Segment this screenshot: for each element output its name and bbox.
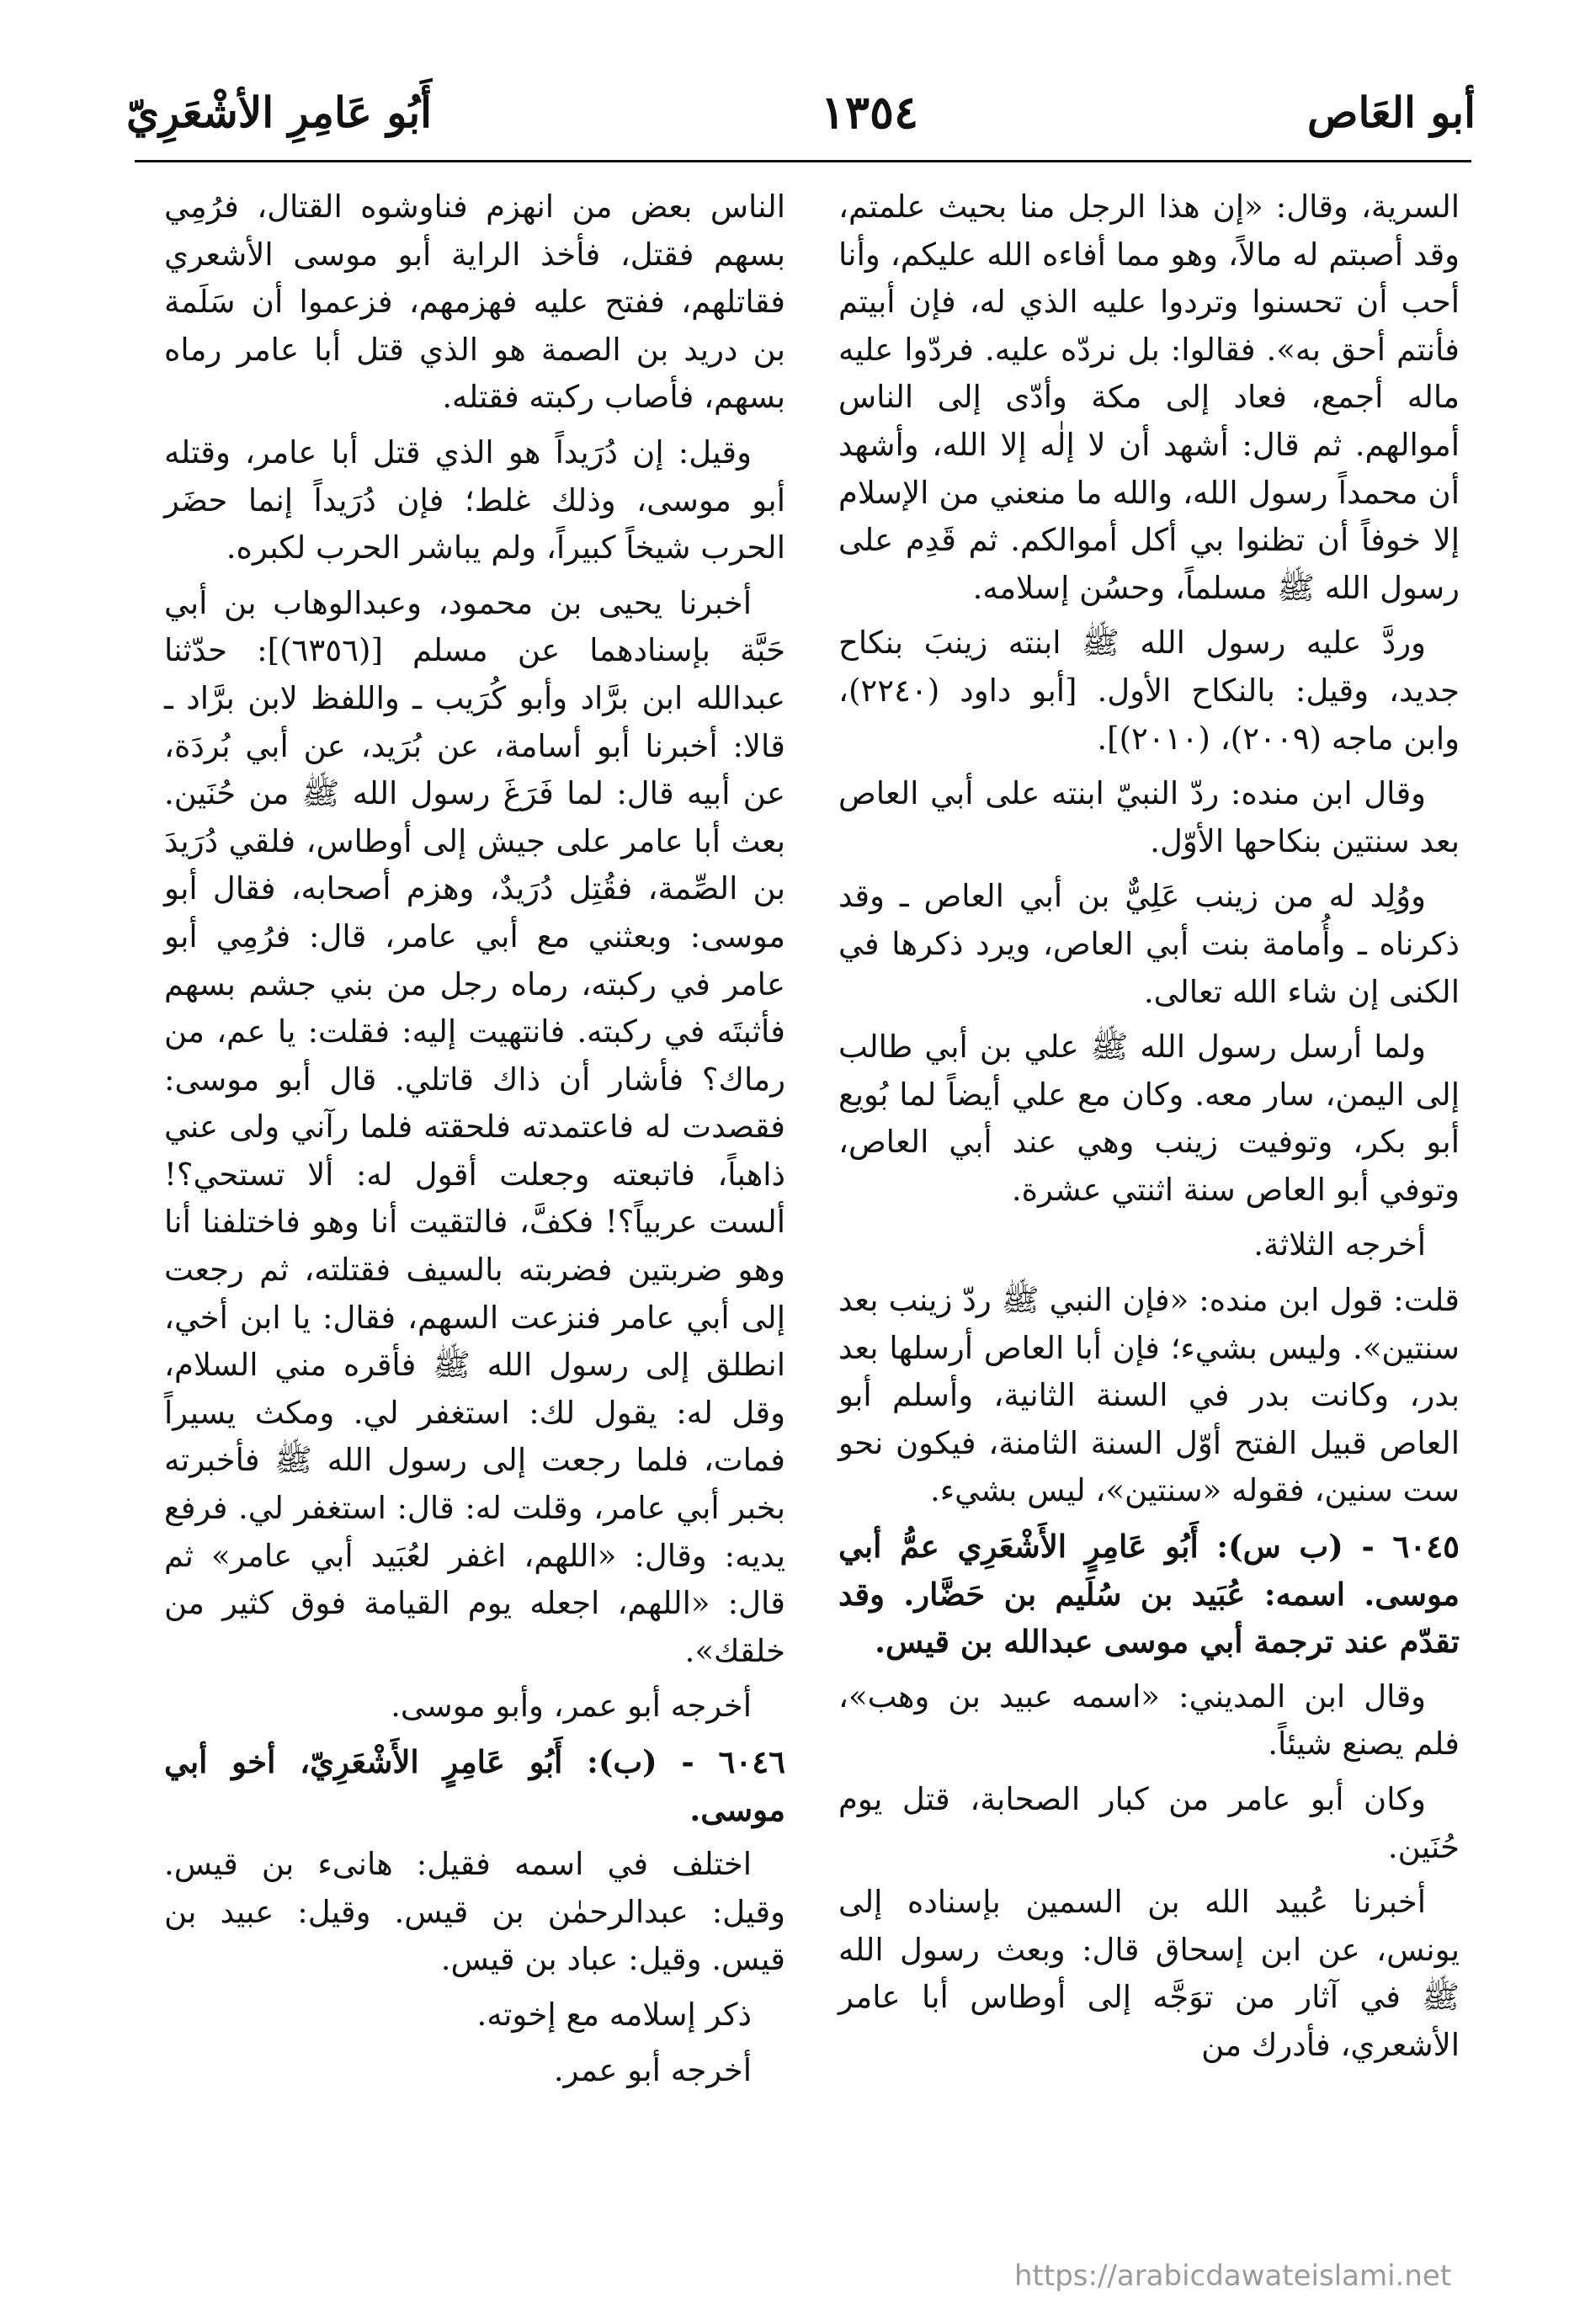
paragraph: أخرجه أبو عمر. (553, 2051, 752, 2088)
paragraph: وقيل: إن دُرَيداً هو الذي قتل أبا عامر، وقتله أبو موسى، وذلك غلط؛ فإن دُرَيداً إنما حضَر الحرب شيخاً كبيراً، ولم يباشر الحرب لكبره. (164, 433, 785, 566)
right-column (838, 183, 1460, 2077)
paragraph: اختلف في اسمه فقيل: هانىء بن قيس. وقيل: عبدالرحمٰن بن قيس. وقيل: عبيد بن قيس. وقيل: عباد بن قيس. (164, 1846, 785, 1978)
header-rule (135, 160, 1471, 162)
paragraph: ذكر إسلامه مع إخوته. (476, 1996, 752, 2033)
paragraph: وردَّ عليه رسول الله ﷺ ابنته زينبَ بنكاح جديد، وقيل: بالنكاح الأول. [أبو داود (٢٢٤٠)، وابن ماجه (٢٠٠٩)، (٢٠١٠)]. (838, 625, 1460, 757)
watermark-url: https://arabicdawateislami.net (1014, 2259, 1452, 2293)
page-header (126, 74, 1476, 150)
running-head-left: أَبُو عَامِرِ الأشْعَرِيّ (126, 87, 433, 137)
running-head-right: أبو العَاص (1307, 87, 1476, 137)
page-number: ١٣٥٤ (821, 85, 919, 139)
paragraph: أخرجه الثلاثة. (1253, 1226, 1426, 1263)
paragraph: أخبرنا يحيى بن محمود، وعبدالوهاب بن أبي حَبَّة بإسنادهما عن مسلم [(٦٣٥٦)]: حدّثنا عبدالله ابن برَّاد وأبو كُرَيب ـ واللفظ لابن برَّاد ـ قالا: أخبرنا أبو أسامة، عن بُرَيد، عن أبي بُردَة، عن أبيه قال: لما فَرَغَ رسول الله ﷺ من حُنَين. بعث أبا عامر على جيش إلى أوطاس، فلقي دُرَيدَ بن الصِّمة، فقُتِل دُرَيدٌ، وهزم أصحابه، فقال أبو موسى: وبعثني مع أبي عامر، قال: فرُمِي أبو عامر في ركبته، رماه رجل من بني جشم بسهم فأثبتَه في ركبته. فانتهيت إليه: فقلت: يا عم، من رماك؟ فأشار أن ذاك قاتلي. قال أبو موسى: فقصدت له فاعتمدته فلحقته فلما رآني ولى عني ذاهباً، فاتبعته وجعلت أقول له: ألا تستحي؟! ألست عربياً؟! فكفَّ، فالتقيت أنا وهو فاختلفنا أنا وهو ضربتين فضربته بالسيف فقتلته، ثم رجعت إلى أبي عامر فنزعت السهم، فقال: يا ابن أخي، انطلق إلى رسول الله ﷺ فأقره مني السلام، وقل له: يقول لك: استغفر لي. ومكث يسيراً فمات، فلما رجعت إلى رسول الله ﷺ فأخبرته بخبر أبي عامر، وقلت له: قال: استغفر لي. فرفع يديه: وقال: «اللهم، اغفر لعُبَيد أبي عامر» ثم قال: «اللهم، اجعله يوم القيامة فوق كثير من خلقك». (164, 584, 785, 1669)
paragraph: وقال ابن المديني: «اسمه عبيد بن وهب»، فلم يصنع شيئاً. (838, 1678, 1460, 1763)
paragraph: أخرجه أبو عمر، وأبو موسى. (391, 1688, 752, 1725)
paragraph: وقال ابن منده: ردّ النبيّ ابنته على أبي العاص بعد سنتين بنكاحها الأوّل. (838, 775, 1460, 859)
entry-heading-6046: ٦٠٤٦ - (ب): أَبُو عَامِرٍ الأَشْعَرِيّ، أخو أبي موسى. (164, 1743, 785, 1828)
paragraph: السرية، وقال: «إن هذا الرجل منا بحيث علمتم، وقد أصبتم له مالاً، وهو مما أفاءه الله عليكم، وأنا أحب أن تحسنوا وتردوا عليه الذي له، فإن أبيتم فأنتم أحق به». فقالوا: بل نردّه عليه. فردّوا عليه ماله أجمع، فعاد إلى مكة وأدّى إلى الناس أموالهم. ثم قال: أشهد أن لا إلٰه إلا الله، وأشهد أن محمداً رسول الله، والله ما منعني من الإسلام إلا خوفاً أن تظنوا بي أكل أموالكم. ثم قَدِم على رسول الله ﷺ مسلماً، وحسُن إسلامه. (838, 189, 1460, 606)
left-column (164, 183, 785, 2102)
paragraph: الناس بعض من انهزم فناوشوه القتال، فرُمِي بسهم فقتل، فأخذ الراية أبو موسى الأشعري فقاتلهم، ففتح عليه فهزمهم، فزعموا أن سَلَمة بن دريد بن الصمة هو الذي قتل أبا عامر رماه بسهم، فأصاب ركبته فقتله. (164, 189, 785, 416)
paragraph: ولما أرسل رسول الله ﷺ علي بن أبي طالب إلى اليمن، سار معه. وكان مع علي أيضاً لما بُويع أبو بكر، وتوفيت زينب وهي عند أبي العاص، وتوفي أبو العاص سنة اثنتي عشرة. (838, 1029, 1460, 1208)
paragraph: أخبرنا عُبيد الله بن السمين بإسناده إلى يونس، عن ابن إسحاق قال: وبعث رسول الله ﷺ في آثار من توَجَّه إلى أوطاس أبا عامر الأشعري، فأدرك من (838, 1884, 1460, 2063)
paragraph: قلت: قول ابن منده: «فإن النبي ﷺ ردّ زينب بعد سنتين». وليس بشيء؛ فإن أبا العاص أرسلها بعد بدر، وكانت بدر في السنة الثانية، وأسلم أبو العاص قبيل الفتح أوّل السنة الثامنة، فيكون نحو ست سنين، فقوله «سنتين»، ليس بشيء. (838, 1282, 1460, 1509)
paragraph: وكان أبو عامر من كبار الصحابة، قتل يوم حُنَين. (838, 1781, 1460, 1865)
entry-heading-6045: ٦٠٤٥ - (ب س): أَبُو عَامِرٍ الأَشْعَرِي عمُّ أبي موسى. اسمه: عُبَيد بن سُلَيم بن حَضَّار. وقد تقدّم عند ترجمة أبي موسى عبدالله بن قيس. (838, 1528, 1460, 1661)
paragraph: ووُلِد له من زينب عَلِيٌّ بن أبي العاص ـ وقد ذكرناه ـ وأُمامة بنت أبي العاص، ويرد ذكرها في الكنى إن شاء الله تعالى. (838, 878, 1460, 1010)
